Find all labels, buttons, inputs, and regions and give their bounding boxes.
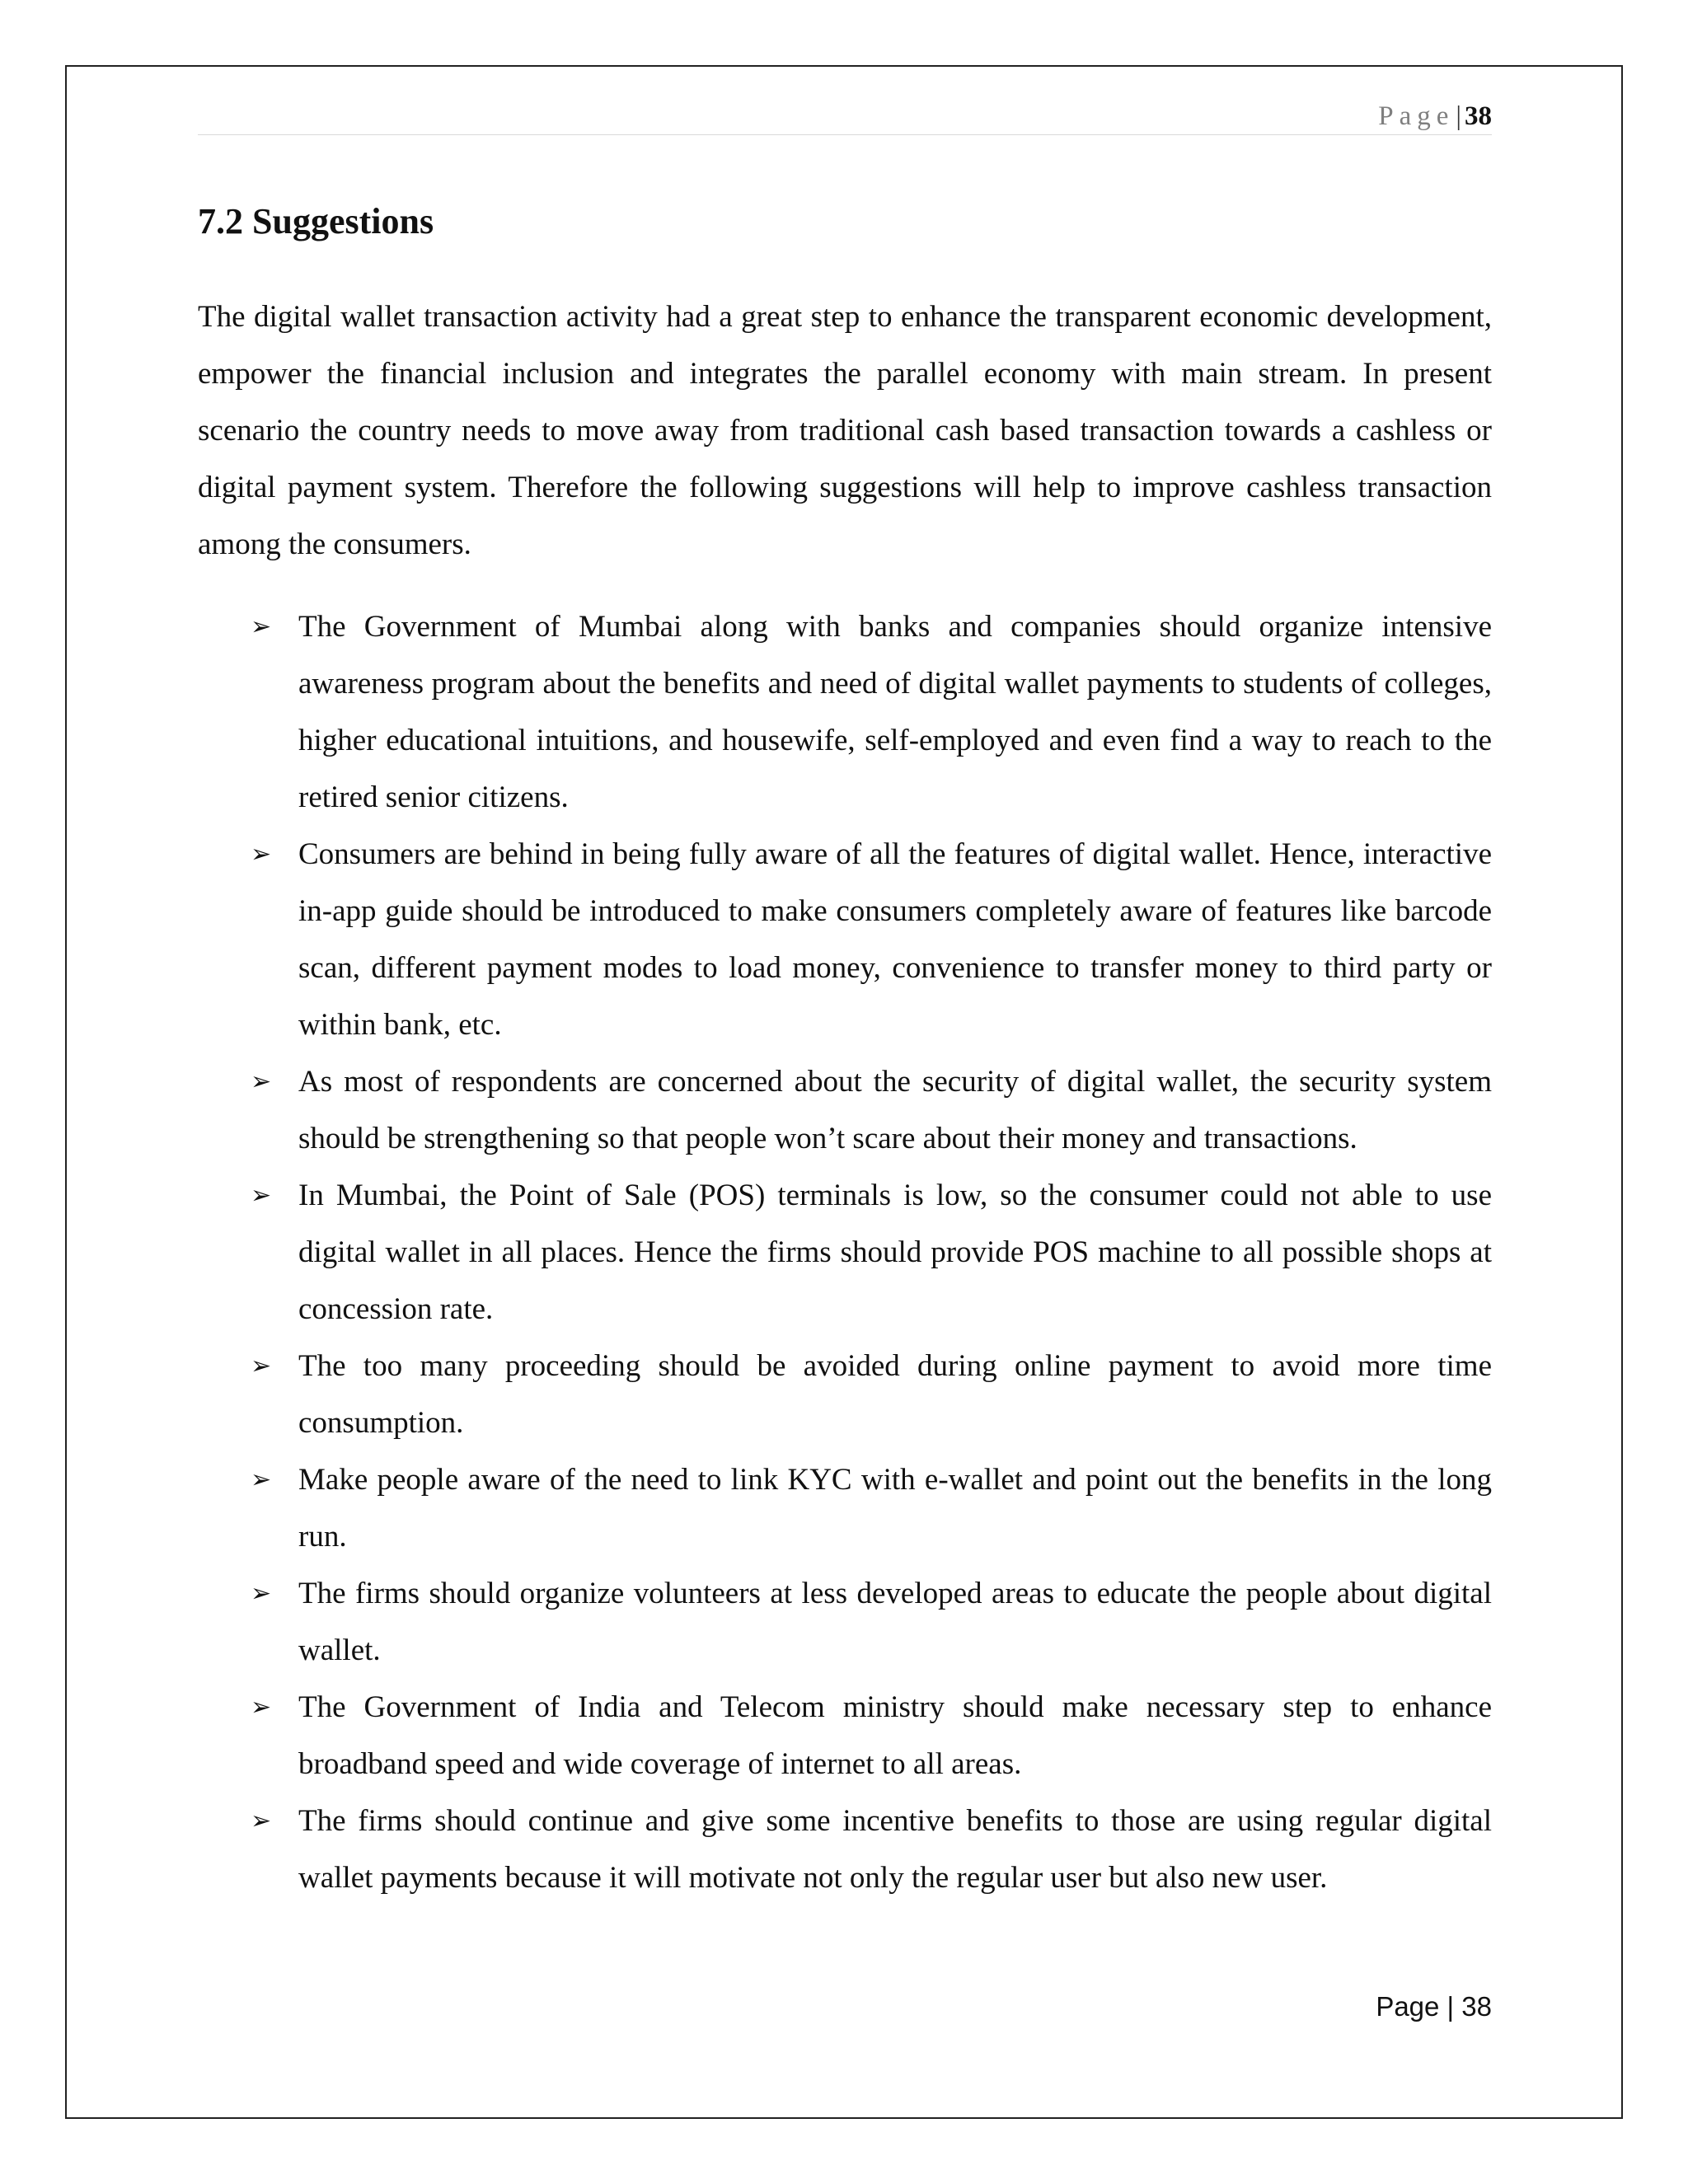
header-separator: |	[1456, 101, 1461, 131]
suggestion-text: The too many proceeding should be avoided during online payment to avoid more time consumption.	[298, 1349, 1492, 1440]
suggestion-text: Consumers are behind in being fully aware of all the features of digital wallet. Hence, interactive in-app guide should be introduced to make consumers completely aware of features like barcode scan, different payment modes to load money, convenience to transfer money to third party or within bank, etc.	[298, 837, 1492, 1042]
suggestion-item-4	[198, 1167, 1492, 1338]
suggestion-text: In Mumbai, the Point of Sale (POS) terminals is low, so the consumer could not able to use digital wallet in all places. Hence the firms should provide POS machine to all possible shops at concession rate.	[298, 1179, 1492, 1326]
suggestion-item-6	[198, 1451, 1492, 1565]
arrow-bullet-icon: ➢	[251, 1693, 272, 1722]
arrow-bullet-icon: ➢	[251, 1352, 272, 1380]
page-footer: Page | 38	[1376, 1991, 1492, 2022]
page-header	[198, 97, 1492, 135]
suggestion-item-5	[198, 1338, 1492, 1451]
arrow-bullet-icon: ➢	[251, 1807, 272, 1835]
suggestion-text: The firms should continue and give some incentive benefits to those are using regular digital wallet payments because it will motivate not only the regular user but also new user.	[298, 1804, 1492, 1895]
header-page-word: Page	[1378, 101, 1455, 131]
suggestion-item-2	[198, 826, 1492, 1053]
arrow-bullet-icon: ➢	[251, 612, 272, 641]
arrow-bullet-icon: ➢	[251, 1181, 272, 1210]
suggestion-text: Make people aware of the need to link KYC with e-wallet and point out the benefits in the long run.	[298, 1463, 1492, 1554]
suggestions-list	[198, 598, 1492, 1906]
header-page-number: 38	[1465, 101, 1492, 131]
arrow-bullet-icon: ➢	[251, 1465, 272, 1494]
intro-paragraph: The digital wallet transaction activity had a great step to enhance the transparent economic development, empower the financial inclusion and integrates the parallel economy with main stream. In present scenario the country needs to move away from traditional cash based transaction towards a cashless or digital payment system. Therefore the following suggestions will help to improve cashless transaction among the consumers.	[198, 300, 1492, 561]
arrow-bullet-icon: ➢	[251, 1067, 272, 1096]
suggestion-item-1	[198, 598, 1492, 826]
suggestion-text: The Government of Mumbai along with banks and companies should organize intensive awareness program about the benefits and need of digital wallet payments to students of colleges, higher educational intuitions, and housewife, self-employed and even find a way to reach to the retired senior citizens.	[298, 610, 1492, 814]
section-title: 7.2 Suggestions	[198, 201, 434, 241]
suggestion-text: As most of respondents are concerned about the security of digital wallet, the security system should be strengthening so that people won’t scare about their money and transactions.	[298, 1065, 1492, 1155]
arrow-bullet-icon: ➢	[251, 1579, 272, 1608]
suggestion-text: The firms should organize volunteers at less developed areas to educate the people about digital wallet.	[298, 1577, 1492, 1667]
suggestion-item-3	[198, 1053, 1492, 1167]
suggestion-item-8	[198, 1679, 1492, 1793]
arrow-bullet-icon: ➢	[251, 840, 272, 869]
suggestion-text: The Government of India and Telecom ministry should make necessary step to enhance broadband speed and wide coverage of internet to all areas.	[298, 1690, 1492, 1781]
suggestion-item-9	[198, 1793, 1492, 1906]
suggestion-item-7	[198, 1565, 1492, 1679]
